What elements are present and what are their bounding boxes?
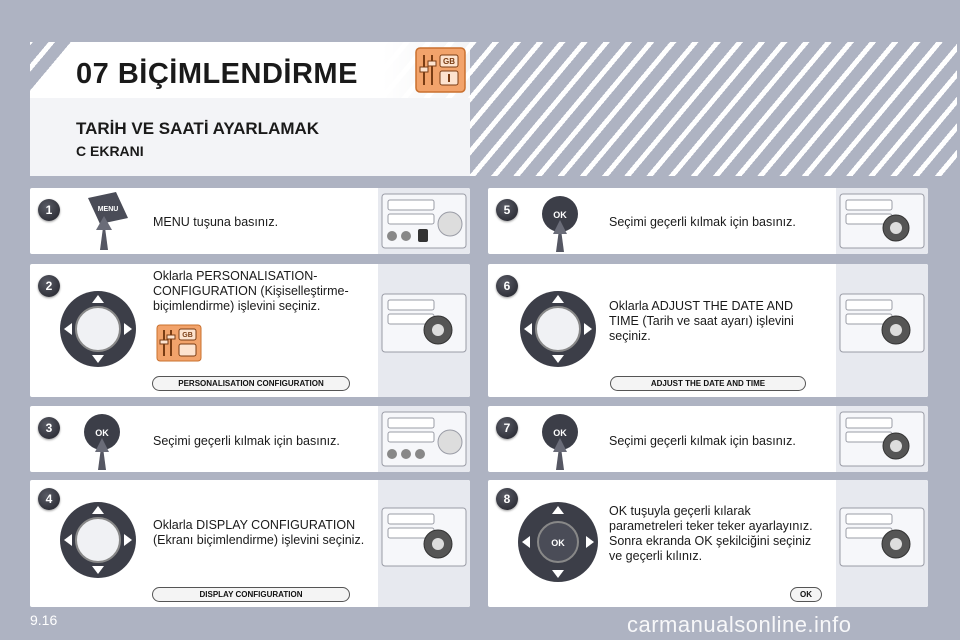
ok-button-label: OK: [95, 428, 109, 438]
menu-option-badge: DISPLAY CONFIGURATION: [152, 587, 350, 602]
radio-unit-illustration: [836, 406, 928, 472]
settings-sliders-gb-icon: [415, 47, 466, 93]
menu-option-badge: PERSONALISATION CONFIGURATION: [152, 376, 350, 391]
step-number-badge: 4: [38, 488, 60, 510]
radio-unit-illustration: [378, 264, 470, 397]
step-panel-3: [30, 406, 470, 472]
arrow-pad-icon: [58, 289, 138, 369]
chapter-title: 07 BİÇİMLENDİRME: [76, 58, 358, 90]
radio-unit-illustration: [378, 188, 470, 254]
arrow-pad-icon: [58, 500, 138, 580]
step-panel-5: [488, 188, 928, 254]
step-instruction: Oklarla DISPLAY CONFIGURATION (Ekranı biçimlendirme) işlevini seçiniz.: [153, 518, 365, 547]
step-instruction: Oklarla ADJUST THE DATE AND TIME (Tarih ve saat ayarı) işlevini seçiniz.: [609, 299, 794, 343]
step-panel-4: [30, 480, 470, 607]
step-number-badge: 2: [38, 275, 60, 297]
step-number-badge: 5: [496, 199, 518, 221]
menu-option-badge: OK: [790, 587, 822, 602]
section-title: TARİH VE SAATİ AYARLAMAK: [76, 119, 320, 138]
step-instruction: OK tuşuyla geçerli kılarak parametreleri teker teker ayarlayınız. Sonra ekranda OK şekilciğini seçiniz ve geçerli kılınız.: [609, 504, 813, 563]
arrow-pad-icon: [518, 289, 598, 369]
watermark: carmanualsonline.info: [627, 612, 852, 637]
ok-button-icon: [82, 410, 122, 470]
step-number-badge: 1: [38, 199, 60, 221]
radio-unit-illustration: [836, 264, 928, 397]
menu-option-badge: ADJUST THE DATE AND TIME: [610, 376, 806, 391]
step-instruction: MENU tuşuna basınız.: [153, 215, 279, 229]
ok-button-label: OK: [551, 538, 565, 548]
step-number-badge: 7: [496, 417, 518, 439]
step-instruction: Seçimi geçerli kılmak için basınız.: [609, 434, 796, 448]
radio-unit-illustration: [836, 188, 928, 254]
svg-text:GB: GB: [182, 332, 193, 339]
step-number-badge: 3: [38, 417, 60, 439]
ok-button-label: OK: [553, 210, 567, 220]
ok-button-icon: [540, 192, 580, 252]
radio-unit-illustration: [836, 480, 928, 607]
step-panel-7: [488, 406, 928, 472]
menu-button-label: MENU: [97, 206, 119, 213]
ok-button-icon: [540, 410, 580, 470]
radio-unit-illustration: [378, 406, 470, 472]
section-subtitle: C EKRANI: [76, 143, 144, 159]
svg-text:GB: GB: [443, 57, 455, 66]
step-panel-8: [488, 480, 928, 607]
ok-button-label: OK: [553, 428, 567, 438]
page-number: 9.16: [30, 612, 58, 628]
settings-sliders-gb-icon: [156, 324, 202, 362]
step-instruction: Oklarla PERSONALISATION-CONFIGURATION (Kişiselleştirme-biçimlendirme) işlevini seçiniz.: [153, 269, 349, 313]
step-number-badge: 6: [496, 275, 518, 297]
step-panel-6: [488, 264, 928, 397]
arrow-pad-ok-icon: [516, 500, 600, 584]
step-panel-1: [30, 188, 470, 254]
step-instruction: Seçimi geçerli kılmak için basınız.: [609, 215, 796, 229]
radio-unit-illustration: [378, 480, 470, 607]
step-number-badge: 8: [496, 488, 518, 510]
step-instruction: Seçimi geçerli kılmak için basınız.: [153, 434, 340, 448]
step-panel-2: [30, 264, 470, 397]
menu-button-icon: [78, 190, 134, 250]
